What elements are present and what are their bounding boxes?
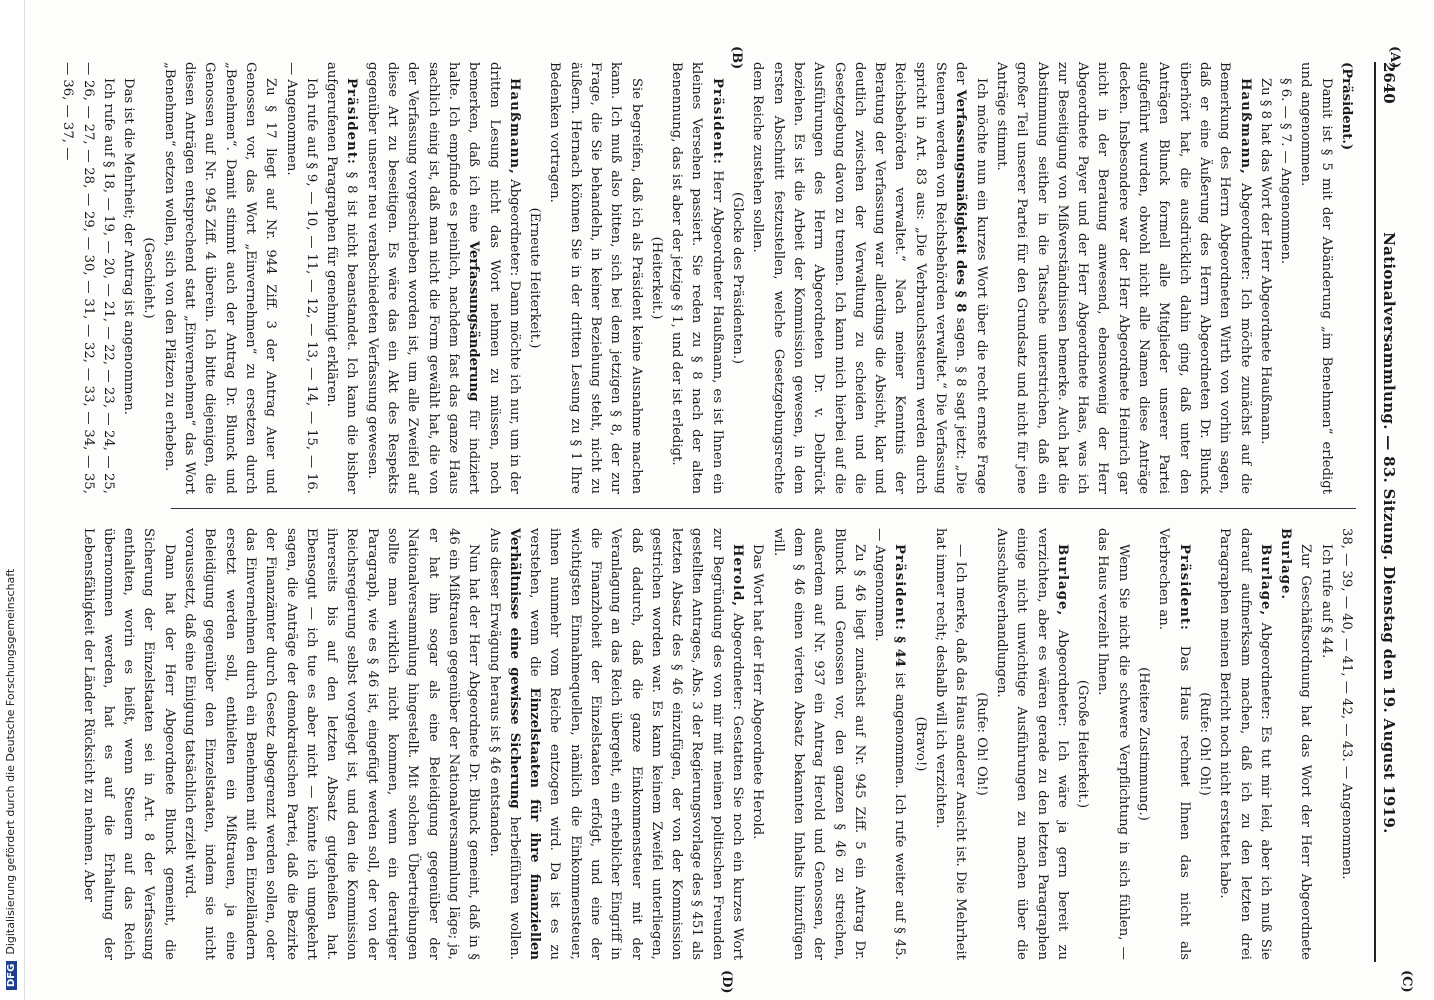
- paragraph: 38, — 39, — 40, — 41, — 42, — 43. — Angenommen.: [1339, 528, 1354, 880]
- speech-text: § 8 ist nicht beanstandet. Ich kann die bisher aufgerufenen Paragraphen für genehmigt erklären.: [324, 62, 360, 494]
- page-number: 2640: [1380, 62, 1398, 104]
- paragraph: [1153, 528, 1194, 960]
- paragraph: Zu § 46 liegt zunächst auf Nr. 945 Ziff. 5 ein Antrag Dr. Blunck und Genossen vor, den ganzen § 46 zu streichen, außerdem auf Nr. 937 ein Antrag Herold und Genossen, der dem § 46 einen vierten Absatz bekannten Inhalts hinzufügen will.: [770, 528, 867, 960]
- speech-text: Abgeordneter: Gestatten Sie noch ein kurzes Wort zur Begründung des von mir mit meinen politischen Freunden gestellten Antrages, Abs. 3 der Regierungsvorlage des § 451 als letzten Absatz des § 46 einzufügen, der von der Kommission gestrichen worden war. Es kann keinem Zweifel unterliegen, daß dadurch, daß die ganze Einkommensteuer mit der Veranlagung an das Reich übergeht, ein erheblicher Eingriff in die Finanzhoheit der Einzelstaaten erfolgt, und eine der wichtigsten Einnahmequellen, nämlich die Einkommensteuer, ihnen nunmehr vom Reiche entzogen wird. Da ist es zu verstehen, wenn die: [527, 528, 746, 960]
- stage-direction: (Bravo!): [912, 716, 928, 772]
- paragraph: — Ich merke, daß das Haus anderer Ansicht ist. Die Mehrheit hat immer recht; deshalb will ich verzichten.: [933, 528, 969, 960]
- speech-text: Das Haus rechnet Ihnen das nicht als Verbrechen an.: [1156, 528, 1192, 960]
- paragraph: Ich rufe auf § 18, — 19, — 20, — 21, — 22, — 23, — 24, — 25, — 26, — 27, — 28, — 29, — 30, — 31, — 32, — 33, — 34, — 35, — 36, — 37, —: [60, 62, 116, 494]
- speaker-name: Präsident:: [892, 544, 908, 632]
- paragraph: Sie begreifen, daß ich als Präsident keine Ausnahme machen kann. Ich muß also bitten, sich bei dem jetzigen § 8, der zur Frage, die Sie behandeln, in keiner Beziehung steht, nicht zu äußern. Hernach können Sie in der dritten Lesung zu § 1 Ihre Bedenken vortragen.: [547, 62, 644, 494]
- paragraph: [991, 528, 1072, 960]
- speech-text: ist angenommen. Ich rufe weiter auf § 45. — Angenommen.: [872, 528, 908, 960]
- speaker-name: Herold,: [730, 544, 746, 608]
- speech-text: für indiziert halte. Ich empfinde es peinlich, nachdem fast das ganze Haus sachlich einig ist, daß man nicht die Form gewählt hat, die von der Verfassung vorgeschrieben worden ist, um alle Zweifel auf diese Art zu beseitigen. Es wäre das ein Akt des Respekts gegenüber unserer neu verabschiedeten Verfassung gewesen.: [364, 62, 482, 495]
- stage-direction: (Erneute Heiterkeit.): [527, 207, 543, 349]
- speech-text: Zur Geschäftsordnung hat das Wort der Herr Abgeordnete: [1298, 544, 1314, 960]
- emphasis: Verfassungsmäßigkeit des § 8: [953, 89, 969, 313]
- paragraph: Zu § 17 liegt auf Nr. 944 Ziff. 3 der Antrag Auer und Genossen vor, das Wort „Einvernehmen“ zu ersetzen durch „Benehmen“. Damit stimmt auch der Antrag Dr. Blunck und Genossen auf Nr. 945 Ziff. 4 überein. Ich bitte diejenigen, die diesen Anträgen entsprechend statt „Einvernehmen“ das Wort „Benehmen“ setzen wollen, sich von den Plätzen zu erheben.: [161, 62, 279, 494]
- speaker-name: Präsident:: [1176, 544, 1192, 632]
- right-column: [80, 528, 1356, 961]
- speech-text: herbeiführen wollen. Aus dieser Erwägung heraus ist § 46 entstanden.: [486, 528, 522, 960]
- paragraph: Das Wort hat der Herr Abgeordnete Herold.: [750, 544, 766, 840]
- paragraph: [1275, 528, 1316, 960]
- paragraph: Wenn Sie nicht die schwere Verpflichtung in sich fühlen, — das Haus verzeiht Ihnen.: [1095, 528, 1131, 960]
- speaker-name: Haußmann,: [506, 78, 522, 175]
- speech-text: Ich möchte nun ein kurzes Wort über die recht ernste Frage der: [953, 62, 989, 494]
- paragraph: [1336, 62, 1356, 494]
- paragraph: [1214, 528, 1275, 960]
- paragraph: [483, 528, 747, 960]
- stage-direction: (Geschieht.): [141, 237, 157, 319]
- paragraph: [361, 62, 523, 494]
- speaker-name: Haußmann,: [1237, 78, 1253, 175]
- stage-direction: (Heitere Zustimmung.): [1136, 667, 1152, 821]
- speaker-name: Präsident:: [344, 78, 360, 166]
- stage-direction: (Heiterkeit.): [648, 236, 664, 320]
- margin-marker-a: (A): [1387, 46, 1402, 69]
- stage-direction: (Rufe: Oh! Oh!): [1196, 692, 1212, 796]
- speech-text: Abgeordneter: Ich möchte zunächst auf die Bemerkung des Herrn Abgeordneten Wirth von vorhin sagen, daß er eine Äußerung des Herrn Abgeordneten Dr. Blunck überhört hat, die ausdrücklich dahin ging, daß unter den Anträgen Blunck formell alle Mitglieder unserer Partei aufgeführt wurden, obwohl nicht alle Namen diese Anträge decken. Insbesondere war der Herr Abgeordnete Heinrich gar nicht in der Beratung anwesend, ebensowenig der Herr Abgeordnete Payer und der Herr Abgeordnete Haas, was ich zur Beseitigung von Mißverständnissen bemerke. Auch hat die Abstimmung seither in die Tatsache unterstrichen, daß ein großer Teil unserer Partei für den Grundsatz und nicht für jene Anträge stimmt.: [993, 62, 1253, 494]
- paragraph: Nun hat der Herr Abgeordnete Dr. Blunck gemeint, daß in § 46 ein Mißtrauen gegenüber der Nationalversammlung läge; ja, er hat ihn sogar als eine Beleidigung gegenüber der Nationalversammlung hingestellt. Mit solchen Übertreibungen sollte man wirklich nicht kommen, wenn ein derartiger Paragraph, wie es § 46 ist, eingefügt werden soll, der von der Reichsregierung selbst vorgelegt ist, und den die Kommission ihrerseits bis auf den letzten Absatz gutgeheißen hat. Ebensogut — ich tue es aber nicht — könnte ich umgekehrt sagen, die Anträge der demokratischen Partei, daß die Bezirke der Finanzämter durch Gesetz abgegrenzt werden sollen, oder das Einvernehmen durch ein Benehmen mit den Einzelländern ersetzt werden soll, enthielten ein Mißtrauen, ja eine Beleidigung gegenüber den Einzelstaaten, indem sie nicht voraussetzt, daß eine Einigung tatsächlich erzielt wird.: [182, 528, 482, 960]
- paragraph: Das ist die Mehrheit; der Antrag ist angenommen.: [121, 78, 137, 415]
- emphasis: Einzelstaaten für ihre finanziellen Verhältnisse eine gewisse Sicherung: [506, 528, 543, 961]
- emphasis: § 44: [892, 636, 908, 668]
- paragraph: [869, 528, 910, 960]
- paragraph: § 6. — § 7. — Angenommen.: [1278, 78, 1294, 265]
- paragraph: [991, 62, 1255, 494]
- stage-direction: (Glocke des Präsidenten.): [730, 191, 746, 365]
- paragraph: Zu § 8 hat das Wort der Herr Abgeordnete Haußmann.: [1257, 78, 1273, 445]
- left-column: [60, 62, 1356, 495]
- paragraph: Ich rufe auf § 44.: [1318, 544, 1334, 659]
- paragraph: Dann hat der Herr Abgeordnete Blunck gemeint, die Sicherung der Einzelstaaten sei in Art. 8 der Verfassung enthalten, worin es heißt, wenn Steuern auf das Reich übernommen werden, hat es auf die Erhaltung der Lebensfähigkeit der Länder Rücksicht zu nehmen. Aber: [80, 528, 177, 960]
- speech-text: Herr Abgeordneter Haußmann, es ist Ihnen ein kleines Versehen passiert. Sie reden zu § 8 nach der alten Benennung, das ist aber der jetzige § 1, und der ist erledigt.: [669, 62, 725, 494]
- column-divider: [171, 508, 1356, 509]
- speech-text: Abgeordneter: Es tut mir leid, aber ich muß Sie darauf aufmerksam machen, daß ich zu den letzten drei Paragraphen meinen Bericht noch nicht erstattet habe.: [1217, 528, 1273, 960]
- paragraph: [321, 62, 362, 494]
- speech-text: Abgeordneter: Ich wäre ja gern bereit zu verzichten, aber es wären gerade zu den letzten Paragraphen einige nicht unwichtige Ausführungen zu machen über die Ausschußverhandlungen.: [993, 528, 1070, 960]
- page-title: Nationalversammlung. — 83. Sitzung. Dienstag den 19. August 1919.: [1380, 232, 1398, 834]
- stage-direction: (Große Heiterkeit.): [1075, 679, 1091, 809]
- speaker-name: Burlage,: [1054, 544, 1070, 617]
- paragraph: [747, 62, 991, 494]
- footer-credit: [4, 569, 17, 990]
- speaker-name: Burlage,: [1257, 544, 1273, 617]
- paragraph: Ich rufe auf § 9, — 10, — 11, — 12, — 13, — 14, — 15, — 16. — Angenommen.: [283, 62, 319, 494]
- page-header: [1374, 62, 1416, 962]
- stage-direction: (Rufe: Oh! Oh!): [973, 692, 989, 796]
- paragraph: Damit ist § 5 mit der Abänderung „im Benehmen“ erledigt und angenommen.: [1298, 62, 1334, 494]
- digitization-footer: [0, 0, 25, 1000]
- paragraph: [666, 62, 727, 494]
- speech-text: Abgeordneter: Dann möchte ich nur, um in der dritten Lesung nicht das Wort nehmen zu müssen, noch bemerken, daß ich eine: [466, 62, 522, 494]
- speaker-name: Burlage.: [1278, 528, 1294, 601]
- margin-marker-c: (C): [1399, 970, 1414, 993]
- emphasis: Verfassungsänderung: [466, 240, 482, 402]
- footer-text: Digitalisierung gefördert durch die Deutsche Forschungsgemeinschaft: [4, 568, 17, 955]
- dfg-logo: DFG: [6, 961, 17, 990]
- margin-marker-b: (B): [729, 46, 744, 70]
- margin-marker-d: (D): [719, 970, 734, 994]
- speaker-label: (Präsident.): [1339, 62, 1354, 151]
- speech-text: sagen. § 8 sagt jetzt: „Die Steuern werden von Reichsbehörden verwaltet.“ Die Verfassung spricht in Art. 83 aus: „Die Verbrauchssteuern werden durch Reichsbehörden verwaltet.“ Nach meiner Kenntnis der Beratung der Verfassung war allerdings die Absicht, klar und deutlich zwischen der Verwaltung zu scheiden und die Gesetzgebung davon zu trennen. Ich kann mich hierbei auf die Ausführungen des Herrn Abgeordneten Dr. v. Delbrück beziehen. Es ist die Arbeit der Kommission gewesen, in dem ersten Abschnitt festzustellen, welche Gesetzgebungsrechte dem Reiche zustehen sollen.: [750, 62, 969, 494]
- speaker-name: Präsident:: [709, 78, 725, 166]
